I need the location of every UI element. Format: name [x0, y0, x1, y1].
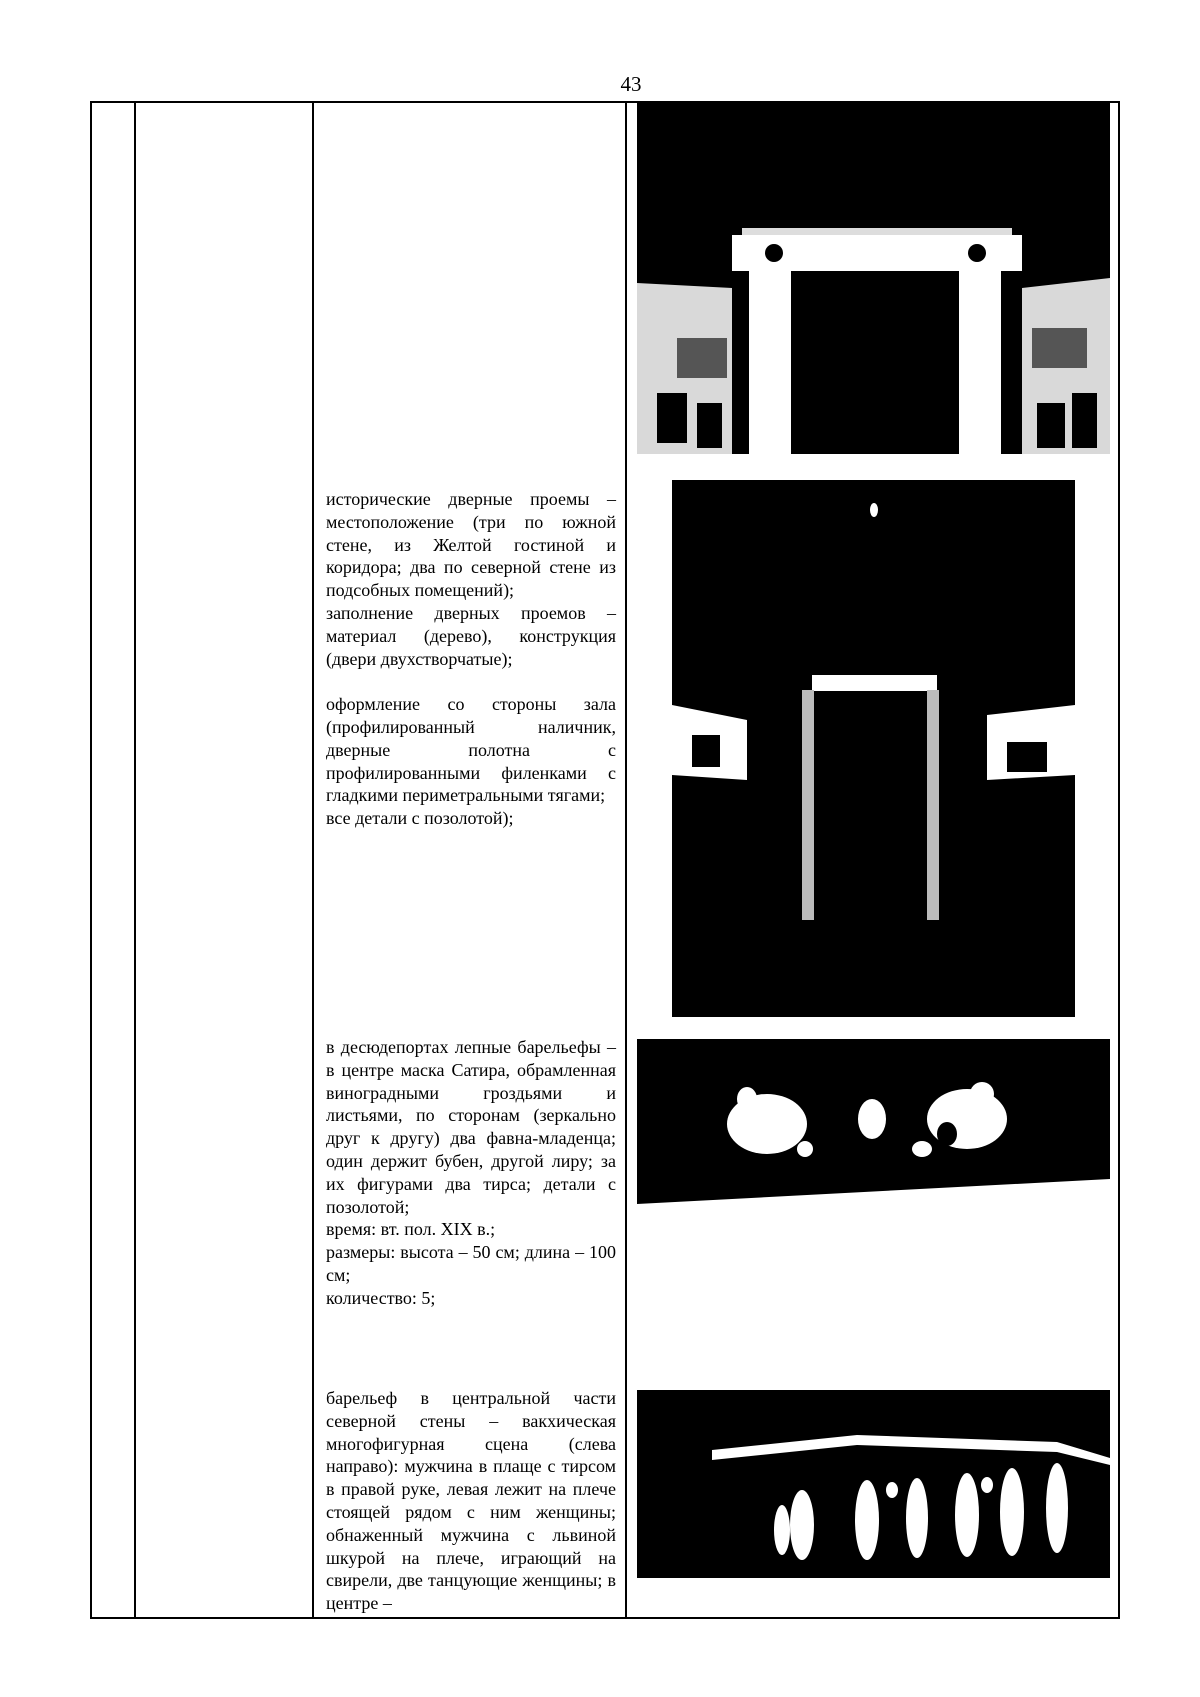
- doorways-paragraph: заполнение дверных проемов – материал (дерево), конструкция (двери двухстворчатые);: [326, 602, 616, 669]
- bas-relief-description: [326, 1387, 616, 1615]
- sopraporte-paragraph: в десюдепортах лепные барельефы – в центре маска Сатира, обрамленная виноградными гроздьями и листьями, по сторонам (зеркально друг к другу) два фавна-младенца; один держит бубен, другой лиру; за их фигурами два тирса; детали с позолотой;: [326, 1037, 616, 1217]
- table-column-divider-2: [312, 103, 314, 1617]
- sopraporte-quantity: количество: 5;: [326, 1287, 436, 1308]
- doorway-photo-top: [637, 103, 1110, 454]
- table-column-divider-1: [134, 103, 136, 1617]
- doorways-paragraph: все детали с позолотой);: [326, 808, 514, 829]
- sopraporte-relief-photo: [637, 1039, 1110, 1219]
- sopraporte-date: время: вт. пол. XIX в.;: [326, 1219, 496, 1240]
- sopraporte-description: [326, 1036, 616, 1310]
- table-column-divider-3: [625, 103, 627, 1617]
- doorways-paragraph: оформление со стороны зала (профилированный наличник, дверные полотна с профилированными филенками с гладкими периметральными тягами;: [326, 694, 616, 806]
- blank-line: [326, 670, 616, 693]
- doorways-paragraph: исторические дверные проемы – местоположение (три по южной стене, из Желтой гостиной и коридора; два по северной стене из подсобных помещений);: [326, 489, 616, 601]
- bas-relief-paragraph: барельеф в центральной части северной стены – вакхическая многофигурная сцена (слева направо): мужчина в плаще с тирсом в правой руке, левая лежит на плече стоящей рядом с ним женщины; обнаженный мужчина с львиной шкурой на плече, играющий на свирели, две танцующие женщины; в центре –: [326, 1388, 616, 1614]
- sopraporte-dimensions: размеры: высота – 50 см; длина – 100 см;: [326, 1242, 616, 1285]
- doorways-description: [326, 488, 616, 830]
- page-number: 43: [620, 72, 642, 96]
- bacchic-bas-relief-photo: [637, 1390, 1110, 1578]
- doorway-photo-full: [672, 480, 1075, 1017]
